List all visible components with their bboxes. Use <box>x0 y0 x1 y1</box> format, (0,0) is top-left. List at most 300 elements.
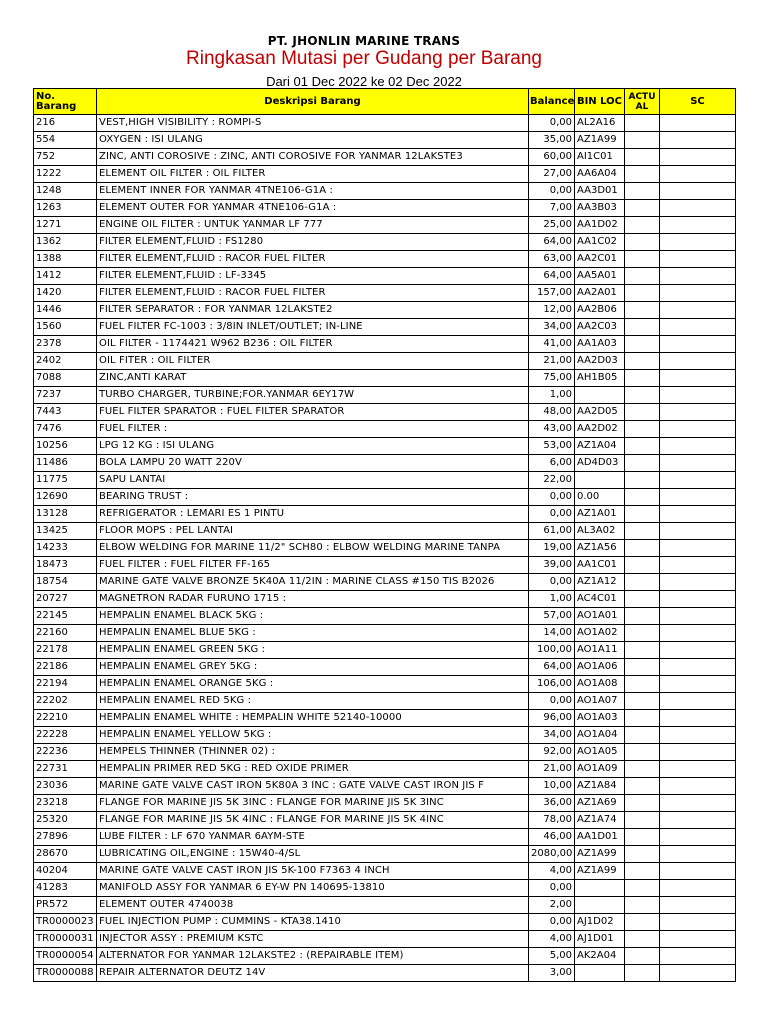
cell-item-no: 20727 <box>34 591 97 608</box>
cell-sc <box>660 115 736 132</box>
cell-sc <box>660 540 736 557</box>
cell-bin-loc: AZ1A99 <box>575 863 625 880</box>
col-header-bin: BIN LOC <box>575 89 625 115</box>
cell-bin-loc: AZ1A04 <box>575 438 625 455</box>
cell-description: HEMPALIN ENAMEL WHITE : HEMPALIN WHITE 52140-10000 <box>97 710 529 727</box>
cell-balance: 10,00 <box>529 778 575 795</box>
cell-balance: 0,00 <box>529 914 575 931</box>
cell-actual <box>625 217 660 234</box>
cell-actual <box>625 591 660 608</box>
cell-bin-loc <box>575 387 625 404</box>
table-row <box>34 268 736 285</box>
table-body <box>34 115 736 982</box>
cell-bin-loc: AA2D05 <box>575 404 625 421</box>
cell-description: FUEL FILTER FC-1003 : 3/8IN INLET/OUTLET; IN-LINE <box>97 319 529 336</box>
cell-description: MAGNETRON RADAR FURUNO 1715 : <box>97 591 529 608</box>
cell-sc <box>660 353 736 370</box>
cell-bin-loc: AA1D02 <box>575 217 625 234</box>
cell-balance: 92,00 <box>529 744 575 761</box>
cell-description: FLANGE FOR MARINE JIS 5K 4INC : FLANGE FOR MARINE JIS 5K 4INC <box>97 812 529 829</box>
cell-actual <box>625 795 660 812</box>
cell-description: VEST,HIGH VISIBILITY : ROMPI-S <box>97 115 529 132</box>
cell-sc <box>660 727 736 744</box>
cell-actual <box>625 234 660 251</box>
table-row <box>34 744 736 761</box>
cell-sc <box>660 506 736 523</box>
cell-bin-loc: AO1A09 <box>575 761 625 778</box>
cell-description: ALTERNATOR FOR YANMAR 12LAKSTE2 : (REPAIRABLE ITEM) <box>97 948 529 965</box>
cell-balance: 64,00 <box>529 659 575 676</box>
cell-description: ELEMENT OIL FILTER : OIL FILTER <box>97 166 529 183</box>
cell-actual <box>625 829 660 846</box>
cell-bin-loc: AA2C01 <box>575 251 625 268</box>
col-header-sc: SC <box>660 89 736 115</box>
cell-balance: 41,00 <box>529 336 575 353</box>
cell-balance: 12,00 <box>529 302 575 319</box>
table-row <box>34 795 736 812</box>
cell-actual <box>625 744 660 761</box>
cell-balance: 25,00 <box>529 217 575 234</box>
cell-item-no: 22178 <box>34 642 97 659</box>
cell-sc <box>660 387 736 404</box>
cell-item-no: 1446 <box>34 302 97 319</box>
cell-actual <box>625 557 660 574</box>
table-row <box>34 370 736 387</box>
cell-bin-loc: AZ1A56 <box>575 540 625 557</box>
cell-balance: 0,00 <box>529 693 575 710</box>
cell-balance: 34,00 <box>529 319 575 336</box>
cell-sc <box>660 625 736 642</box>
table-row <box>34 319 736 336</box>
cell-bin-loc: AA2B06 <box>575 302 625 319</box>
table-row <box>34 115 736 132</box>
cell-balance: 39,00 <box>529 557 575 574</box>
cell-description: HEMPALIN ENAMEL GREY 5KG : <box>97 659 529 676</box>
cell-actual <box>625 863 660 880</box>
cell-sc <box>660 234 736 251</box>
cell-bin-loc: AA2A01 <box>575 285 625 302</box>
cell-actual <box>625 489 660 506</box>
cell-item-no: 41283 <box>34 880 97 897</box>
cell-balance: 1,00 <box>529 387 575 404</box>
cell-item-no: 1420 <box>34 285 97 302</box>
cell-actual <box>625 200 660 217</box>
cell-sc <box>660 455 736 472</box>
table-row <box>34 608 736 625</box>
cell-sc <box>660 217 736 234</box>
cell-sc <box>660 404 736 421</box>
cell-balance: 0,00 <box>529 880 575 897</box>
cell-balance: 46,00 <box>529 829 575 846</box>
cell-sc <box>660 948 736 965</box>
cell-actual <box>625 761 660 778</box>
cell-item-no: 1560 <box>34 319 97 336</box>
cell-actual <box>625 353 660 370</box>
table-row <box>34 778 736 795</box>
cell-actual <box>625 642 660 659</box>
cell-balance: 0,00 <box>529 489 575 506</box>
cell-actual <box>625 132 660 149</box>
cell-sc <box>660 523 736 540</box>
cell-sc <box>660 710 736 727</box>
cell-sc <box>660 761 736 778</box>
stock-table <box>33 88 736 982</box>
cell-balance: 27,00 <box>529 166 575 183</box>
cell-description: REFRIGERATOR : LEMARI ES 1 PINTU <box>97 506 529 523</box>
cell-item-no: 752 <box>34 149 97 166</box>
table-row <box>34 489 736 506</box>
table-row <box>34 302 736 319</box>
cell-bin-loc: AZ1A84 <box>575 778 625 795</box>
table-row <box>34 574 736 591</box>
cell-item-no: 28670 <box>34 846 97 863</box>
table-row <box>34 438 736 455</box>
table-row <box>34 965 736 982</box>
col-header-no: No. Barang <box>34 89 97 115</box>
cell-actual <box>625 115 660 132</box>
cell-description: MARINE GATE VALVE BRONZE 5K40A 11/2IN : MARINE CLASS #150 TIS B2026 <box>97 574 529 591</box>
cell-sc <box>660 744 736 761</box>
cell-description: FLANGE FOR MARINE JIS 5K 3INC : FLANGE FOR MARINE JIS 5K 3INC <box>97 795 529 812</box>
cell-item-no: 11775 <box>34 472 97 489</box>
cell-balance: 106,00 <box>529 676 575 693</box>
cell-bin-loc: AO1A05 <box>575 744 625 761</box>
cell-actual <box>625 727 660 744</box>
cell-item-no: 27896 <box>34 829 97 846</box>
cell-item-no: TR0000088 <box>34 965 97 982</box>
table-row <box>34 897 736 914</box>
cell-bin-loc: AK2A04 <box>575 948 625 965</box>
table-row <box>34 404 736 421</box>
cell-description: OIL FITER : OIL FILTER <box>97 353 529 370</box>
cell-sc <box>660 438 736 455</box>
cell-actual <box>625 676 660 693</box>
cell-actual <box>625 336 660 353</box>
cell-sc <box>660 574 736 591</box>
cell-balance: 63,00 <box>529 251 575 268</box>
cell-bin-loc: AZ1A01 <box>575 506 625 523</box>
cell-sc <box>660 591 736 608</box>
table-row <box>34 710 736 727</box>
cell-bin-loc: AH1B05 <box>575 370 625 387</box>
cell-description: HEMPALIN PRIMER RED 5KG : RED OXIDE PRIMER <box>97 761 529 778</box>
cell-item-no: 2378 <box>34 336 97 353</box>
cell-actual <box>625 506 660 523</box>
cell-sc <box>660 268 736 285</box>
cell-bin-loc: AJ1D01 <box>575 931 625 948</box>
cell-actual <box>625 914 660 931</box>
cell-bin-loc: AL3A02 <box>575 523 625 540</box>
cell-sc <box>660 370 736 387</box>
cell-sc <box>660 829 736 846</box>
cell-bin-loc: AA1A03 <box>575 336 625 353</box>
cell-sc <box>660 863 736 880</box>
table-row <box>34 149 736 166</box>
cell-description: ZINC, ANTI COROSIVE : ZINC, ANTI COROSIVE FOR YANMAR 12LAKSTE3 <box>97 149 529 166</box>
cell-actual <box>625 421 660 438</box>
cell-balance: 64,00 <box>529 268 575 285</box>
cell-actual <box>625 438 660 455</box>
table-row <box>34 421 736 438</box>
cell-balance: 22,00 <box>529 472 575 489</box>
cell-description: REPAIR ALTERNATOR DEUTZ 14V <box>97 965 529 982</box>
table-row <box>34 693 736 710</box>
cell-bin-loc: AA6A04 <box>575 166 625 183</box>
cell-description: FUEL FILTER : FUEL FILTER FF-165 <box>97 557 529 574</box>
table-row <box>34 829 736 846</box>
cell-balance: 34,00 <box>529 727 575 744</box>
cell-description: ENGINE OIL FILTER : UNTUK YANMAR LF 777 <box>97 217 529 234</box>
cell-bin-loc: AA1C01 <box>575 557 625 574</box>
table-row <box>34 183 736 200</box>
cell-balance: 57,00 <box>529 608 575 625</box>
cell-actual <box>625 608 660 625</box>
cell-description: LUBRICATING OIL,ENGINE : 15W40-4/SL <box>97 846 529 863</box>
cell-bin-loc: AA1C02 <box>575 234 625 251</box>
cell-balance: 96,00 <box>529 710 575 727</box>
col-header-balance: Balance <box>529 89 575 115</box>
cell-item-no: TR0000031 <box>34 931 97 948</box>
cell-sc <box>660 846 736 863</box>
cell-sc <box>660 897 736 914</box>
cell-actual <box>625 574 660 591</box>
cell-item-no: 14233 <box>34 540 97 557</box>
cell-bin-loc: AO1A11 <box>575 642 625 659</box>
cell-item-no: 22236 <box>34 744 97 761</box>
cell-item-no: 1362 <box>34 234 97 251</box>
cell-actual <box>625 149 660 166</box>
cell-description: FUEL FILTER SPARATOR : FUEL FILTER SPARATOR <box>97 404 529 421</box>
table-row <box>34 591 736 608</box>
cell-balance: 2080,00 <box>529 846 575 863</box>
cell-sc <box>660 421 736 438</box>
cell-description: ELEMENT INNER FOR YANMAR 4TNE106-G1A : <box>97 183 529 200</box>
cell-bin-loc: AJ1D02 <box>575 914 625 931</box>
cell-item-no: 10256 <box>34 438 97 455</box>
cell-actual <box>625 251 660 268</box>
cell-sc <box>660 608 736 625</box>
cell-actual <box>625 319 660 336</box>
cell-item-no: 12690 <box>34 489 97 506</box>
cell-balance: 2,00 <box>529 897 575 914</box>
cell-item-no: 2402 <box>34 353 97 370</box>
cell-description: HEMPALIN ENAMEL GREEN 5KG : <box>97 642 529 659</box>
cell-actual <box>625 455 660 472</box>
cell-bin-loc: AA2D02 <box>575 421 625 438</box>
cell-sc <box>660 676 736 693</box>
cell-sc <box>660 642 736 659</box>
cell-bin-loc: AZ1A12 <box>575 574 625 591</box>
cell-sc <box>660 557 736 574</box>
table-row <box>34 812 736 829</box>
cell-description: LPG 12 KG : ISI ULANG <box>97 438 529 455</box>
cell-bin-loc: AZ1A99 <box>575 846 625 863</box>
cell-sc <box>660 472 736 489</box>
table-row <box>34 761 736 778</box>
cell-sc <box>660 778 736 795</box>
cell-sc <box>660 149 736 166</box>
cell-bin-loc: AO1A08 <box>575 676 625 693</box>
cell-description: FLOOR MOPS : PEL LANTAI <box>97 523 529 540</box>
cell-bin-loc: AA2C03 <box>575 319 625 336</box>
cell-actual <box>625 166 660 183</box>
cell-bin-loc: AO1A01 <box>575 608 625 625</box>
cell-balance: 53,00 <box>529 438 575 455</box>
cell-item-no: 22186 <box>34 659 97 676</box>
cell-item-no: 22145 <box>34 608 97 625</box>
cell-description: SAPU LANTAI <box>97 472 529 489</box>
cell-description: HEMPALIN ENAMEL RED 5KG : <box>97 693 529 710</box>
cell-description: FILTER SEPARATOR : FOR YANMAR 12LAKSTE2 <box>97 302 529 319</box>
cell-description: ELEMENT OUTER FOR YANMAR 4TNE106-G1A : <box>97 200 529 217</box>
table-row <box>34 200 736 217</box>
cell-bin-loc: AA3B03 <box>575 200 625 217</box>
cell-item-no: 1263 <box>34 200 97 217</box>
cell-sc <box>660 302 736 319</box>
cell-balance: 1,00 <box>529 591 575 608</box>
cell-description: FILTER ELEMENT,FLUID : RACOR FUEL FILTER <box>97 251 529 268</box>
cell-actual <box>625 693 660 710</box>
cell-bin-loc: AO1A02 <box>575 625 625 642</box>
cell-bin-loc <box>575 880 625 897</box>
cell-item-no: 22731 <box>34 761 97 778</box>
table-row <box>34 285 736 302</box>
cell-actual <box>625 880 660 897</box>
cell-actual <box>625 370 660 387</box>
cell-bin-loc: AA3D01 <box>575 183 625 200</box>
cell-balance: 35,00 <box>529 132 575 149</box>
cell-description: FILTER ELEMENT,FLUID : RACOR FUEL FILTER <box>97 285 529 302</box>
cell-item-no: 216 <box>34 115 97 132</box>
cell-balance: 64,00 <box>529 234 575 251</box>
cell-actual <box>625 931 660 948</box>
table-row <box>34 880 736 897</box>
cell-actual <box>625 302 660 319</box>
cell-balance: 3,00 <box>529 965 575 982</box>
cell-item-no: 23218 <box>34 795 97 812</box>
cell-item-no: 1412 <box>34 268 97 285</box>
cell-item-no: 18754 <box>34 574 97 591</box>
table-row <box>34 251 736 268</box>
cell-item-no: 554 <box>34 132 97 149</box>
cell-balance: 0,00 <box>529 183 575 200</box>
report-period: Dari 01 Dec 2022 ke 02 Dec 2022 <box>266 74 462 89</box>
cell-bin-loc: AO1A03 <box>575 710 625 727</box>
cell-sc <box>660 132 736 149</box>
col-header-actual: ACTUAL <box>625 89 660 115</box>
cell-description: HEMPALIN ENAMEL ORANGE 5KG : <box>97 676 529 693</box>
table-row <box>34 914 736 931</box>
cell-sc <box>660 914 736 931</box>
table-row <box>34 863 736 880</box>
cell-balance: 4,00 <box>529 931 575 948</box>
cell-description: TURBO CHARGER, TURBINE;FOR.YANMAR 6EY17W <box>97 387 529 404</box>
cell-item-no: 18473 <box>34 557 97 574</box>
cell-bin-loc: AA2D03 <box>575 353 625 370</box>
cell-bin-loc <box>575 472 625 489</box>
cell-balance: 5,00 <box>529 948 575 965</box>
cell-balance: 78,00 <box>529 812 575 829</box>
cell-balance: 43,00 <box>529 421 575 438</box>
table-header-row <box>34 89 736 115</box>
cell-bin-loc: AZ1A99 <box>575 132 625 149</box>
cell-sc <box>660 200 736 217</box>
cell-sc <box>660 795 736 812</box>
cell-item-no: TR0000023 <box>34 914 97 931</box>
cell-item-no: 22228 <box>34 727 97 744</box>
cell-item-no: 25320 <box>34 812 97 829</box>
cell-actual <box>625 965 660 982</box>
cell-item-no: 22210 <box>34 710 97 727</box>
cell-balance: 0,00 <box>529 506 575 523</box>
table-row <box>34 234 736 251</box>
cell-balance: 100,00 <box>529 642 575 659</box>
cell-item-no: 23036 <box>34 778 97 795</box>
cell-sc <box>660 489 736 506</box>
cell-bin-loc: AO1A04 <box>575 727 625 744</box>
cell-description: ELEMENT OUTER 4740038 <box>97 897 529 914</box>
table-row <box>34 727 736 744</box>
cell-description: FUEL INJECTION PUMP : CUMMINS - KTA38.1410 <box>97 914 529 931</box>
cell-description: FUEL FILTER : <box>97 421 529 438</box>
cell-item-no: 13128 <box>34 506 97 523</box>
cell-sc <box>660 285 736 302</box>
cell-bin-loc <box>575 897 625 914</box>
cell-balance: 19,00 <box>529 540 575 557</box>
cell-actual <box>625 183 660 200</box>
cell-actual <box>625 778 660 795</box>
cell-sc <box>660 880 736 897</box>
cell-description: HEMPALIN ENAMEL BLACK 5KG : <box>97 608 529 625</box>
table-row <box>34 217 736 234</box>
cell-item-no: 7476 <box>34 421 97 438</box>
cell-balance: 48,00 <box>529 404 575 421</box>
table-row <box>34 472 736 489</box>
cell-actual <box>625 710 660 727</box>
cell-description: FILTER ELEMENT,FLUID : FS1280 <box>97 234 529 251</box>
cell-sc <box>660 965 736 982</box>
cell-item-no: PR572 <box>34 897 97 914</box>
cell-description: FILTER ELEMENT,FLUID : LF-3345 <box>97 268 529 285</box>
cell-actual <box>625 404 660 421</box>
table-row <box>34 659 736 676</box>
cell-item-no: 7237 <box>34 387 97 404</box>
cell-sc <box>660 183 736 200</box>
cell-bin-loc: AL2A16 <box>575 115 625 132</box>
cell-actual <box>625 268 660 285</box>
cell-bin-loc: AI1C01 <box>575 149 625 166</box>
cell-description: INJECTOR ASSY : PREMIUM KSTC <box>97 931 529 948</box>
cell-bin-loc: 0.00 <box>575 489 625 506</box>
col-header-desc: Deskripsi Barang <box>97 89 529 115</box>
cell-item-no: 1248 <box>34 183 97 200</box>
cell-actual <box>625 812 660 829</box>
cell-actual <box>625 948 660 965</box>
cell-description: ELBOW WELDING FOR MARINE 11/2" SCH80 : ELBOW WELDING MARINE TANPA <box>97 540 529 557</box>
cell-description: OXYGEN : ISI ULANG <box>97 132 529 149</box>
cell-bin-loc: AA5A01 <box>575 268 625 285</box>
cell-bin-loc: AZ1A74 <box>575 812 625 829</box>
cell-balance: 6,00 <box>529 455 575 472</box>
cell-actual <box>625 523 660 540</box>
table-row <box>34 557 736 574</box>
cell-balance: 21,00 <box>529 761 575 778</box>
cell-description: MANIFOLD ASSY FOR YANMAR 6 EY-W PN 140695-13810 <box>97 880 529 897</box>
cell-item-no: 22202 <box>34 693 97 710</box>
table-row <box>34 455 736 472</box>
cell-actual <box>625 897 660 914</box>
cell-description: ZINC,ANTI KARAT <box>97 370 529 387</box>
